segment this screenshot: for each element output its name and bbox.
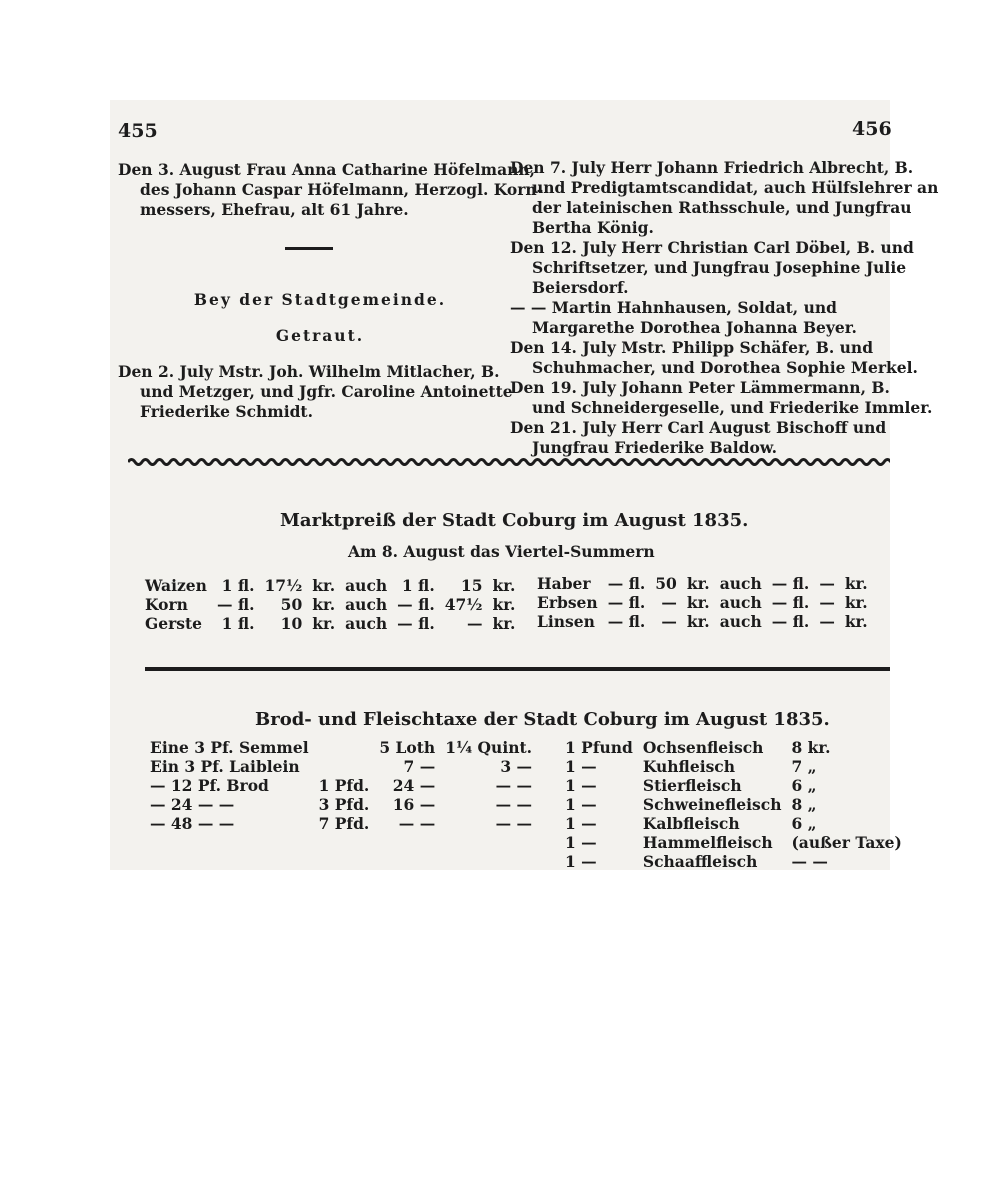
market-table-right: [532, 574, 873, 631]
table-cell: —: [819, 612, 835, 631]
table-row: [560, 795, 907, 814]
table-row: [560, 833, 907, 852]
table-row: [532, 593, 873, 612]
table-row: [140, 614, 520, 633]
table-row: [145, 776, 537, 795]
table-cell: Linsen: [537, 612, 595, 631]
table-cell: 1 —: [565, 776, 597, 795]
table-cell: 1 —: [565, 852, 597, 871]
table-cell: 1 —: [565, 833, 597, 852]
table-cell: kr.: [312, 614, 336, 633]
table-row: [560, 757, 907, 776]
right-column: [510, 158, 938, 458]
table-cell: (außer Taxe): [791, 833, 902, 852]
table-cell: 3 Pfd.: [318, 795, 370, 814]
table-cell: 16 —: [392, 795, 436, 814]
table-cell: auch: [345, 576, 388, 595]
table-cell: 17½: [264, 576, 303, 595]
table-cell: [314, 757, 375, 776]
table-cell: — 48 — —: [150, 814, 235, 833]
table-cell: 15: [460, 576, 483, 595]
table-cell: 7 Pfd.: [318, 814, 370, 833]
table-cell: kr.: [844, 612, 868, 631]
table-cell: 6 „: [791, 776, 817, 795]
text-line: Den 14. July Mstr. Philipp Schäfer, B. und: [510, 338, 874, 357]
table-cell: —: [661, 593, 677, 612]
text-line: der lateinischen Rathsschule, und Jungfrau: [532, 198, 912, 217]
table-cell: — —: [495, 795, 533, 814]
table-cell: — fl.: [216, 595, 255, 614]
table-cell: — fl.: [397, 595, 435, 614]
table-cell: 1 —: [565, 757, 597, 776]
text-line: und Schneidergeselle, und Friederike Immler.: [532, 398, 933, 417]
table-cell: Kalbfleisch: [642, 814, 740, 833]
table-cell: 5 Loth: [379, 738, 436, 757]
table-row: [532, 574, 873, 593]
text-line: messers, Ehefrau, alt 61 Jahre.: [140, 200, 409, 219]
table-row: [560, 776, 907, 795]
text-line: Den 12. July Herr Christian Carl Döbel, B. und: [510, 238, 914, 257]
table-cell: Korn: [145, 595, 188, 614]
table-cell: — —: [495, 776, 533, 795]
table-cell: kr.: [844, 574, 868, 593]
table-cell: kr.: [686, 574, 710, 593]
table-cell: —: [466, 614, 483, 633]
table-cell: kr.: [844, 593, 868, 612]
table-row: [560, 814, 907, 833]
section-subheading: Getraut.: [275, 326, 365, 345]
table-cell: Kuhfleisch: [642, 757, 736, 776]
table-cell: auch: [345, 595, 388, 614]
table-cell: — —: [495, 814, 533, 833]
table-cell: kr.: [492, 614, 516, 633]
text-line: Schriftsetzer, und Jungfrau Josephine Julie: [532, 258, 907, 277]
page-number-right: 456: [852, 118, 892, 140]
table-cell: — fl.: [607, 593, 646, 612]
table-row: [145, 795, 537, 814]
left-entry: [118, 362, 513, 422]
table-cell: 1 fl.: [221, 614, 255, 633]
table-cell: 7 —: [403, 757, 436, 776]
table-cell: auch: [719, 612, 762, 631]
text-line: und Metzger, und Jgfr. Caroline Antoinette: [140, 382, 513, 401]
table-cell: —: [819, 574, 835, 593]
table-cell: 7 „: [791, 757, 817, 776]
text-line: Den 19. July Johann Peter Lämmermann, B.: [510, 378, 890, 397]
table-cell: Schweinefleisch: [642, 795, 782, 814]
table-row: [145, 814, 537, 833]
table-cell: — fl.: [771, 612, 810, 631]
text-line: Margarethe Dorothea Johanna Beyer.: [532, 318, 857, 337]
table-cell: Ochsenfleisch: [642, 738, 764, 757]
table-cell: auch: [345, 614, 388, 633]
market-title: Marktpreiß der Stadt Coburg im August 1835.: [280, 510, 749, 531]
text-line: Den 2. July Mstr. Joh. Wilhelm Mitlacher, B.: [118, 362, 500, 381]
table-cell: 1¼ Quint.: [445, 738, 533, 757]
table-cell: kr.: [492, 595, 516, 614]
table-cell: — 24 — —: [150, 795, 235, 814]
table-cell: auch: [719, 574, 762, 593]
table-cell: 6 „: [791, 814, 817, 833]
table-cell: Haber: [537, 574, 591, 593]
table-cell: Erbsen: [537, 593, 598, 612]
text-line: und Predigtamtscandidat, auch Hülfslehrer an: [532, 178, 939, 197]
table-cell: — fl.: [607, 612, 646, 631]
table-cell: 8 kr.: [791, 738, 831, 757]
table-cell: kr.: [312, 595, 336, 614]
table-cell: 1 fl.: [221, 576, 255, 595]
table-cell: — fl.: [607, 574, 646, 593]
table-cell: — 12 Pf. Brod: [150, 776, 269, 795]
table-cell: Schaaffleisch: [642, 852, 758, 871]
table-cell: Ein 3 Pf. Laiblein: [150, 757, 300, 776]
section-heading: Bey der Stadtgemeinde.: [193, 290, 447, 309]
market-subtitle: Am 8. August das Viertel-Summern: [348, 542, 655, 561]
page-number-left: 455: [118, 120, 158, 142]
horizontal-rule: [145, 667, 890, 671]
left-top-entry: [118, 160, 543, 220]
table-row: [560, 738, 907, 757]
text-line: Bertha König.: [532, 218, 654, 237]
table-row: [140, 576, 520, 595]
table-cell: — fl.: [397, 614, 435, 633]
table-cell: 8 „: [791, 795, 817, 814]
table-cell: 3 —: [500, 757, 533, 776]
table-cell: 10: [280, 614, 303, 633]
text-line: Den 3. August Frau Anna Catharine Höfelmann,: [118, 160, 536, 179]
wavy-divider: [128, 456, 890, 468]
text-line: des Johann Caspar Höfelmann, Herzogl. Korn-: [140, 180, 544, 199]
table-cell: — fl.: [771, 574, 810, 593]
text-line: Beiersdorf.: [532, 278, 629, 297]
table-cell: kr.: [686, 593, 710, 612]
table-cell: kr.: [492, 576, 516, 595]
table-row: [145, 738, 537, 757]
text-line: Jungfrau Friederike Baldow.: [532, 438, 778, 457]
text-line: Schuhmacher, und Dorothea Sophie Merkel.: [532, 358, 918, 377]
table-cell: [314, 738, 375, 757]
table-cell: — fl.: [771, 593, 810, 612]
taxe-title: Brod- und Fleischtaxe der Stadt Coburg im August 1835.: [255, 709, 830, 730]
text-line: Friederike Schmidt.: [140, 402, 313, 421]
table-cell: Eine 3 Pf. Semmel: [150, 738, 309, 757]
table-row: [145, 757, 537, 776]
table-cell: Stierfleisch: [642, 776, 742, 795]
table-cell: Gerste: [145, 614, 203, 633]
table-cell: kr.: [686, 612, 710, 631]
table-cell: Hammelfleisch: [642, 833, 773, 852]
table-cell: 1 fl.: [401, 576, 435, 595]
section-divider: [285, 247, 333, 250]
table-row: [140, 595, 520, 614]
meat-table: [560, 738, 907, 871]
table-cell: kr.: [312, 576, 336, 595]
table-cell: 50: [280, 595, 303, 614]
text-line: Den 7. July Herr Johann Friedrich Albrecht, B.: [510, 158, 914, 177]
table-cell: 1 Pfund: [565, 738, 633, 757]
table-cell: 47½: [444, 595, 483, 614]
text-line: Den 21. July Herr Carl August Bischoff und: [510, 418, 887, 437]
text-line: — — Martin Hahnhausen, Soldat, und: [510, 298, 837, 317]
table-cell: auch: [719, 593, 762, 612]
table-cell: 50: [655, 574, 677, 593]
table-cell: 1 —: [565, 814, 597, 833]
table-cell: —: [661, 612, 677, 631]
table-cell: —: [819, 593, 835, 612]
bread-table: [145, 738, 537, 833]
market-table-left: [140, 576, 520, 633]
table-cell: — —: [398, 814, 436, 833]
table-cell: — —: [791, 852, 828, 871]
table-row: [560, 852, 907, 871]
table-cell: 1 —: [565, 795, 597, 814]
table-row: [532, 612, 873, 631]
table-cell: 1 Pfd.: [318, 776, 370, 795]
table-cell: Waizen: [145, 576, 207, 595]
table-cell: 24 —: [392, 776, 436, 795]
